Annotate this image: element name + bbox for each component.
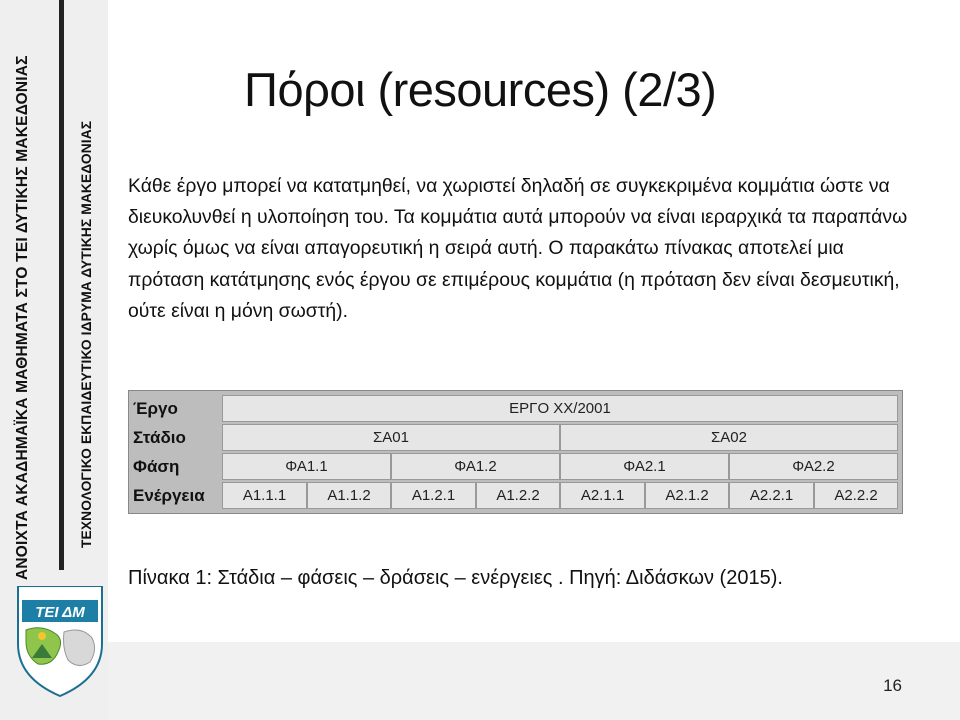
table-row-stage: [129, 424, 902, 451]
table-cell: ΦΑ1.2: [391, 453, 560, 480]
row-header-phase: Φάση: [133, 457, 180, 476]
table-row-project: [129, 395, 902, 422]
table-cell: ΣΑ01: [222, 424, 560, 451]
table-cell: Α1.2.1: [391, 482, 476, 509]
breakdown-table: [128, 390, 903, 514]
row-header-stage: Στάδιο: [133, 428, 186, 447]
row-header-activity: Ενέργεια: [133, 486, 205, 505]
table-cell: Α2.2.1: [729, 482, 814, 509]
institution-vertical-text-2: ΤΕΧΝΟΛΟΓΙΚΟ ΕΚΠΑΙΔΕΥΤΙΚΟ ΙΔΡΥΜΑ ΔΥΤΙΚΗΣ ΜΑΚΕΔΟΝΙΑΣ: [79, 120, 94, 548]
row-header-project: Έργο: [133, 399, 178, 418]
table-cell: ΦΑ2.1: [560, 453, 729, 480]
table-cell: Α2.2.2: [814, 482, 898, 509]
table-cell: Α1.1.1: [222, 482, 307, 509]
table-cell: Α2.1.1: [560, 482, 645, 509]
institution-vertical-text-1: ΑΝΟΙΧΤΑ ΑΚΑΔΗΜΑΪΚΑ ΜΑΘΗΜΑΤΑ ΣΤΟ ΤΕΙ ΔΥΤΙΚΗΣ ΜΑΚΕΔΟΝΙΑΣ: [14, 55, 31, 580]
table-row-activity: [129, 482, 902, 509]
table-cell: ΦΑ2.2: [729, 453, 898, 480]
table-cell: ΦΑ1.1: [222, 453, 391, 480]
table-cell: ΣΑ02: [560, 424, 898, 451]
tei-dm-logo: [12, 586, 108, 698]
table-cell: Α1.2.2: [476, 482, 560, 509]
table-row-phase: [129, 453, 902, 480]
page-number: 16: [883, 676, 902, 695]
table-cell: ΕΡΓΟ ΧΧ/2001: [222, 395, 898, 422]
table-caption: Πίνακα 1: Στάδια – φάσεις – δράσεις – ενέργειες . Πηγή: Διδάσκων (2015).: [128, 567, 783, 589]
body-paragraph: Κάθε έργο μπορεί να κατατμηθεί, να χωριστεί δηλαδή σε συγκεκριμένα κομμάτια ώστε να διευκολυνθεί η υλοποίηση του. Τα κομμάτια αυτά μπορούν να είναι ιεραρχικά τα παραπάνω χωρίς όμως να είναι απαγορευτική η σειρά αυτή. Ο παρακάτω πίνακας αποτελεί μια πρόταση κατάτμησης ενός έργου σε επιμέρους κομμάτια (η πρόταση δεν είναι δεσμευτική, ούτε είναι η μόνη σωστή).: [128, 175, 908, 322]
logo-text: ΤΕΙ ΔΜ: [35, 604, 85, 621]
table-cell: Α2.1.2: [645, 482, 729, 509]
sidebar-divider-line: [59, 0, 64, 570]
footer-bar: [108, 642, 960, 720]
slide-title: Πόροι (resources) (2/3): [244, 63, 717, 116]
table-cell: Α1.1.2: [307, 482, 391, 509]
